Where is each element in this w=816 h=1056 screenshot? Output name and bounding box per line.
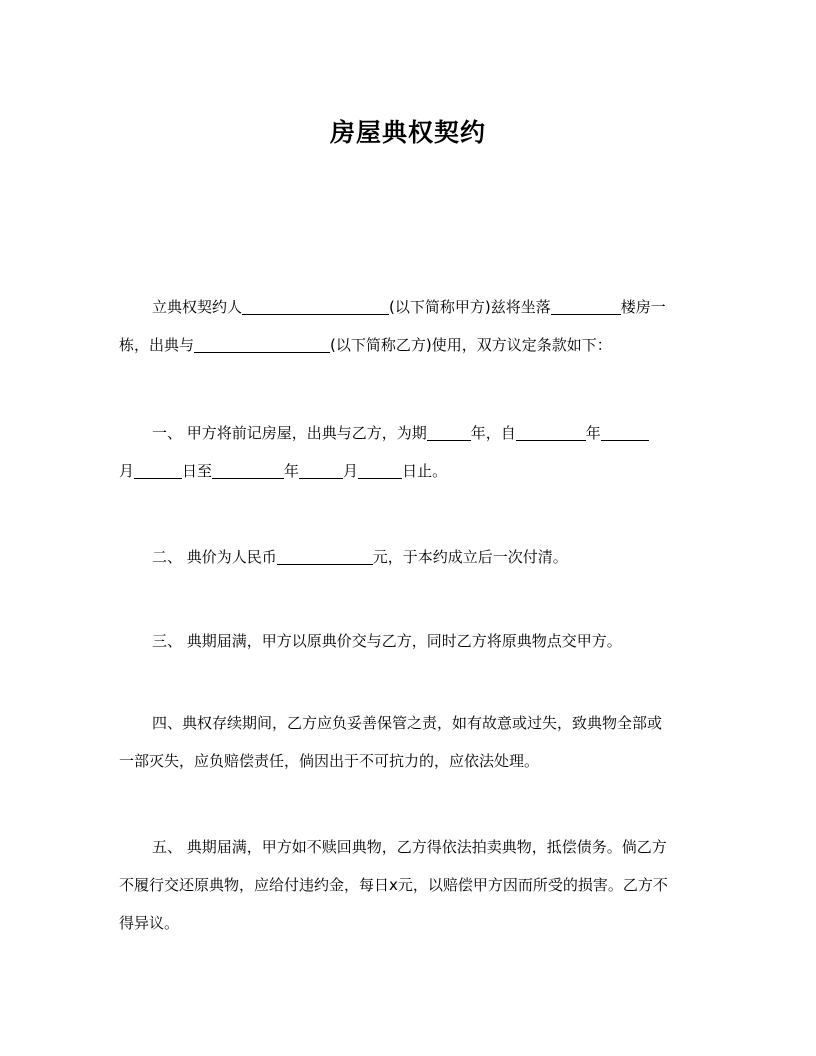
clause-1-text-f: 年 — [284, 462, 300, 480]
clause-1-line-1 — [119, 414, 699, 452]
preamble-text-a: 立典权契约人 — [152, 298, 243, 316]
clause-5 — [119, 828, 699, 942]
preamble-line-1 — [119, 288, 699, 326]
preamble-text-b: (以下简称甲方)兹将坐落 — [389, 298, 551, 316]
end-year-blank — [212, 460, 284, 479]
start-day-blank — [134, 460, 182, 479]
clause-1-line-2 — [119, 452, 699, 490]
clause-1-text-c: 年 — [585, 424, 601, 442]
preamble-text-c: 楼房一 — [620, 298, 666, 316]
preamble-text-e: (以下简称乙方)使用，双方议定条款如下： — [330, 336, 612, 354]
party-b-name-blank — [194, 334, 330, 353]
preamble-text-d: 栋，出典与 — [119, 336, 195, 354]
clause-1-text-g: 月 — [343, 462, 359, 480]
clause-4 — [119, 704, 699, 780]
clause-2 — [119, 538, 699, 576]
term-years-blank — [427, 422, 471, 441]
clause-5-line-2 — [119, 866, 699, 904]
clause-1-text-e: 日至 — [182, 462, 213, 480]
start-month-blank — [601, 422, 649, 441]
clause-2-text-b: 元，于本约成立后一次付清。 — [372, 548, 568, 566]
document-title: 房屋典权契约 — [329, 117, 486, 147]
clause-5-line-3 — [119, 904, 699, 942]
clause-4-line-1 — [119, 704, 699, 742]
clause-3-line-1 — [119, 622, 699, 660]
price-amount-blank — [277, 546, 373, 565]
end-month-blank — [299, 460, 343, 479]
clause-1-text-h: 日止。 — [402, 462, 448, 480]
clause-1-text-b: 年，自 — [470, 424, 516, 442]
clause-1 — [119, 414, 699, 490]
clause-2-line-1 — [119, 538, 699, 576]
end-day-blank — [358, 460, 402, 479]
clause-4-text-1: 四、典权存续期间，乙方应负妥善保管之责，如有故意或过失，致典物全部或 — [152, 714, 663, 732]
clause-3 — [119, 622, 699, 660]
clause-5-text-3: 得异议。 — [119, 914, 180, 932]
clause-1-text-a: 一、 甲方将前记房屋，出典与乙方，为期 — [152, 424, 427, 442]
clause-4-line-2 — [119, 742, 699, 780]
clause-5-text-2: 不履行交还原典物，应给付违约金，每日x元，以赔偿甲方因而所受的损害。乙方不 — [119, 876, 668, 894]
clause-4-text-2: 一部灭失，应负赔偿责任，倘因出于不可抗力的，应依法处理。 — [119, 752, 540, 770]
clause-1-text-d: 月 — [119, 462, 135, 480]
clause-3-text: 三、 典期届满，甲方以原典价交与乙方，同时乙方将原典物点交甲方。 — [152, 632, 622, 650]
preamble-paragraph — [119, 288, 699, 364]
preamble-line-2 — [119, 326, 699, 364]
clause-5-text-1: 五、 典期届满，甲方如不赎回典物，乙方得依法拍卖典物，抵偿债务。倘乙方 — [152, 838, 667, 856]
party-a-name-blank — [242, 296, 389, 315]
clause-5-line-1 — [119, 828, 699, 866]
start-year-blank — [516, 422, 586, 441]
clause-2-text-a: 二、 典价为人民币 — [152, 548, 277, 566]
property-location-blank — [551, 296, 621, 315]
